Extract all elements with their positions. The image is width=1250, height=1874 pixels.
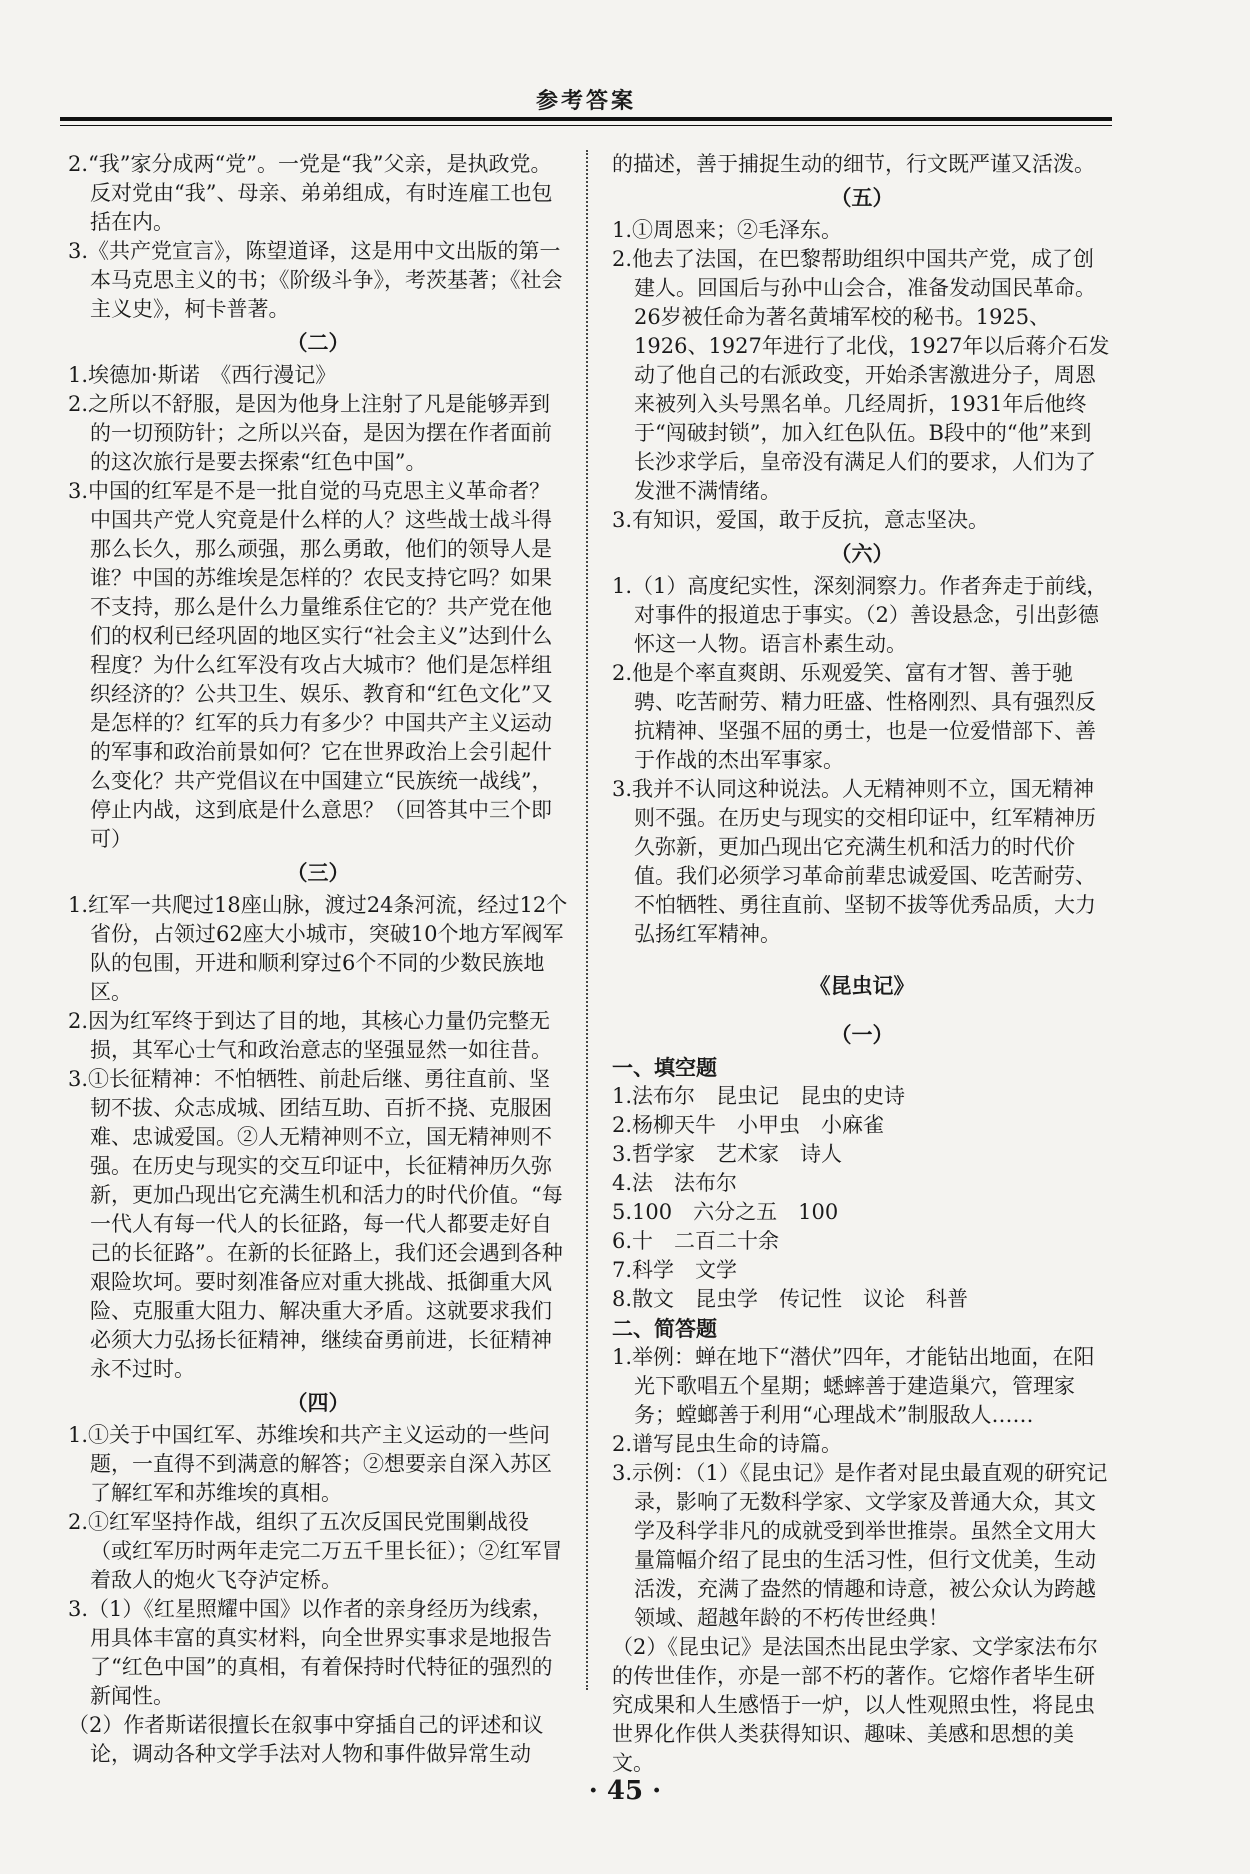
fill-answer: 3.哲学家 艺术家 诗人 (612, 1142, 843, 1166)
answer-item: 3.①长征精神：不怕牺牲、前赴后继、勇往直前、坚韧不拔、众志成城、团结互助、百折不挠、克服困难、忠诚爱国。②人无精神则不立，国无精神则不强。在历史与现实的交互印证中，长征精神历久弥新，更加凸现出它充满生机和活力的时代价值。“每一代人有每一代人的长征路，每一代人都要走好自己的长征路”。在新的长征路上，我们还会遇到各种艰险坎坷。要时刻准备应对重大挑战、抵御重大风险、克服重大阻力、解决重大矛盾。这就要求我们必须大力弘扬长征精神，继续奋勇前进，长征精神永不过时。 (68, 1067, 563, 1381)
page-header-title: 参考答案 (535, 89, 636, 114)
answer-item: 1.（1）高度纪实性，深刻洞察力。作者奔走于前线，对事件的报道忠于事实。（2）善设悬念，引出彭德怀这一人物。语言朴素生动。 (612, 574, 1108, 656)
fill-answer: 2.杨柳天牛 小甲虫 小麻雀 (612, 1113, 885, 1137)
section-heading: （六） (830, 541, 894, 566)
section-heading: （五） (830, 185, 894, 210)
answer-item: 3.我并不认同这种说法。人无精神则不立，国无精神则不强。在历史与现实的交相印证中，红军精神历久弥新，更加凸现出它充满生机和活力的时代价值。我们必须学习革命前辈忠诚爱国、吃苦耐劳、不怕牺牲、勇往直前、坚韧不拔等优秀品质，大力弘扬红军精神。 (612, 777, 1096, 946)
header-rule-thin (60, 125, 1112, 126)
page-number: · 45 · (588, 1776, 662, 1806)
header-rule-thick (60, 117, 1112, 121)
fill-answer: 7.科学 文学 (612, 1258, 738, 1282)
answer-item: 1.①周恩来；②毛泽东。 (612, 218, 843, 242)
answer-item: 1.红军一共爬过18座山脉，渡过24条河流，经过12个省份，占领过62座大小城市，突破10个地方军阀军队的包围，开进和顺利穿过6个不同的少数民族地区。 (68, 893, 568, 1004)
answer-item: 3.（1）《红星照耀中国》以作者的亲身经历为线索，用具体丰富的真实材料，向全世界实事求是地报告了“红色中国”的真相，有着保持时代特征的强烈的新闻性。 (68, 1597, 553, 1708)
fill-answer: 4.法 法布尔 (612, 1171, 738, 1195)
answer-item: 3.《共产党宣言》，陈望道译，这是用中文出版的第一本马克思主义的书；《阶级斗争》，考茨基著；《社会主义史》，柯卡普著。 (68, 239, 563, 321)
answer-paragraph: （2）《昆虫记》是法国杰出昆虫学家、文学家法布尔的传世佳作，亦是一部不朽的著作。它熔作者毕生研究成果和人生感悟于一炉，以人性观照虫性，将昆虫世界化作供人类获得知识、趣味、美感和思想的美文。 (612, 1635, 1098, 1775)
answer-item: （2）作者斯诺很擅长在叙事中穿插自己的评述和议论，调动各种文学手法对人物和事件做异常生动 (68, 1713, 544, 1766)
left-column (68, 150, 568, 1769)
section-heading: （三） (286, 860, 350, 885)
fill-answer: 5.100 六分之五 100 (612, 1200, 839, 1224)
answer-item: 1.①关于中国红军、苏维埃和共产主义运动的一些问题，一直得不到满意的解答；②想要亲自深入苏区了解红军和苏维埃的真相。 (68, 1423, 552, 1505)
answer-item: 3.有知识，爱国，敢于反抗，意志坚决。 (612, 508, 990, 532)
section-heading: （二） (286, 330, 350, 355)
section-heading: （四） (286, 1390, 350, 1415)
answer-item: 2.谱写昆虫生命的诗篇。 (612, 1432, 843, 1456)
answer-item: 1.举例：蝉在地下“潜伏”四年，才能钻出地面，在阳光下歌唱五个星期；蟋蟀善于建造巢穴，管理家务；螳螂善于利用“心理战术”制服敌人…… (612, 1345, 1095, 1427)
fill-answer: 1.法布尔 昆虫记 昆虫的史诗 (612, 1084, 906, 1108)
answer-item: 1.埃德加·斯诺 《西行漫记》 (68, 363, 337, 387)
answer-item: 2.他是个率直爽朗、乐观爱笑、富有才智、善于驰骋、吃苦耐劳、精力旺盛、性格刚烈、具有强烈反抗精神、坚强不屈的勇士，也是一位爱惜部下、善于作战的杰出军事家。 (612, 661, 1096, 772)
fill-answer: 8.散文 昆虫学 传记性 议论 科普 (612, 1287, 969, 1311)
answer-item: 2.之所以不舒服，是因为他身上注射了凡是能够弄到的一切预防针；之所以兴奋，是因为摆在作者面前的这次旅行是要去探索“红色中国”。 (68, 392, 552, 474)
answer-item: 2.“我”家分成两“党”。一党是“我”父亲，是执政党。反对党由“我”、母亲、弟弟组成，有时连雇工也包括在内。 (68, 152, 553, 234)
book-title: 《昆虫记》 (809, 973, 915, 998)
question-type-heading: 二、简答题 (612, 1316, 717, 1341)
section-heading: （一） (830, 1022, 894, 1047)
answer-item: 2.①红军坚持作战，组织了五次反国民党围剿战役（或红军历时两年走完二万五千里长征）；②红军冒着敌人的炮火飞夺泸定桥。 (68, 1510, 563, 1592)
question-type-heading: 一、填空题 (612, 1055, 717, 1080)
fill-answer: 6.十 二百二十余 (612, 1229, 780, 1253)
right-column (612, 150, 1112, 1778)
answer-item: 3.示例：（1）《昆虫记》是作者对昆虫最直观的研究记录，影响了无数科学家、文学家及普通大众，其文学及科学非凡的成就受到举世推崇。虽然全文用大量篇幅介绍了昆虫的生活习性，但行文优美，生动活泼，充满了盎然的情趣和诗意，被公众认为跨越领域、超越年龄的不朽传世经典！ (612, 1461, 1108, 1630)
answer-item: 2.他去了法国，在巴黎帮助组织中国共产党，成了创建人。回国后与孙中山会合，准备发动国民革命。26岁被任命为著名黄埔军校的秘书。1925、1926、1927年进行了北伐，1927年以后蒋介石发动了他自己的右派政变，开始杀害激进分子，周恩来被列入头号黑名单。几经周折，1931年后他终于“闯破封锁”，加入红色队伍。B段中的“他”来到长沙求学后，皇帝没有满足人们的要求，人们为了发泄不满情绪。 (612, 247, 1110, 503)
answer-item: 3.中国的红军是不是一批自觉的马克思主义革命者？中国共产党人究竟是什么样的人？这些战士战斗得那么长久，那么顽强，那么勇敢，他们的领导人是谁？中国的苏维埃是怎样的？农民支持它吗？如果不支持，那么是什么力量维系住它的？共产党在他们的权利已经巩固的地区实行“社会主义”达到什么程度？为什么红军没有攻占大城市？他们是怎样组织经济的？公共卫生、娱乐、教育和“红色文化”又是怎样的？红军的兵力有多少？中国共产主义运动的军事和政治前景如何？它在世界政治上会引起什么变化？共产党倡议在中国建立“民族统一战线”，停止内战，这到底是什么意思？（回答其中三个即可） (68, 479, 553, 851)
answer-item: 2.因为红军终于到达了目的地，其核心力量仍完整无损，其军心士气和政治意志的坚强显然一如往昔。 (68, 1009, 552, 1062)
answer-continuation: 的描述，善于捕捉生动的细节，行文既严谨又活泼。 (612, 152, 1095, 176)
column-divider (586, 150, 588, 1690)
